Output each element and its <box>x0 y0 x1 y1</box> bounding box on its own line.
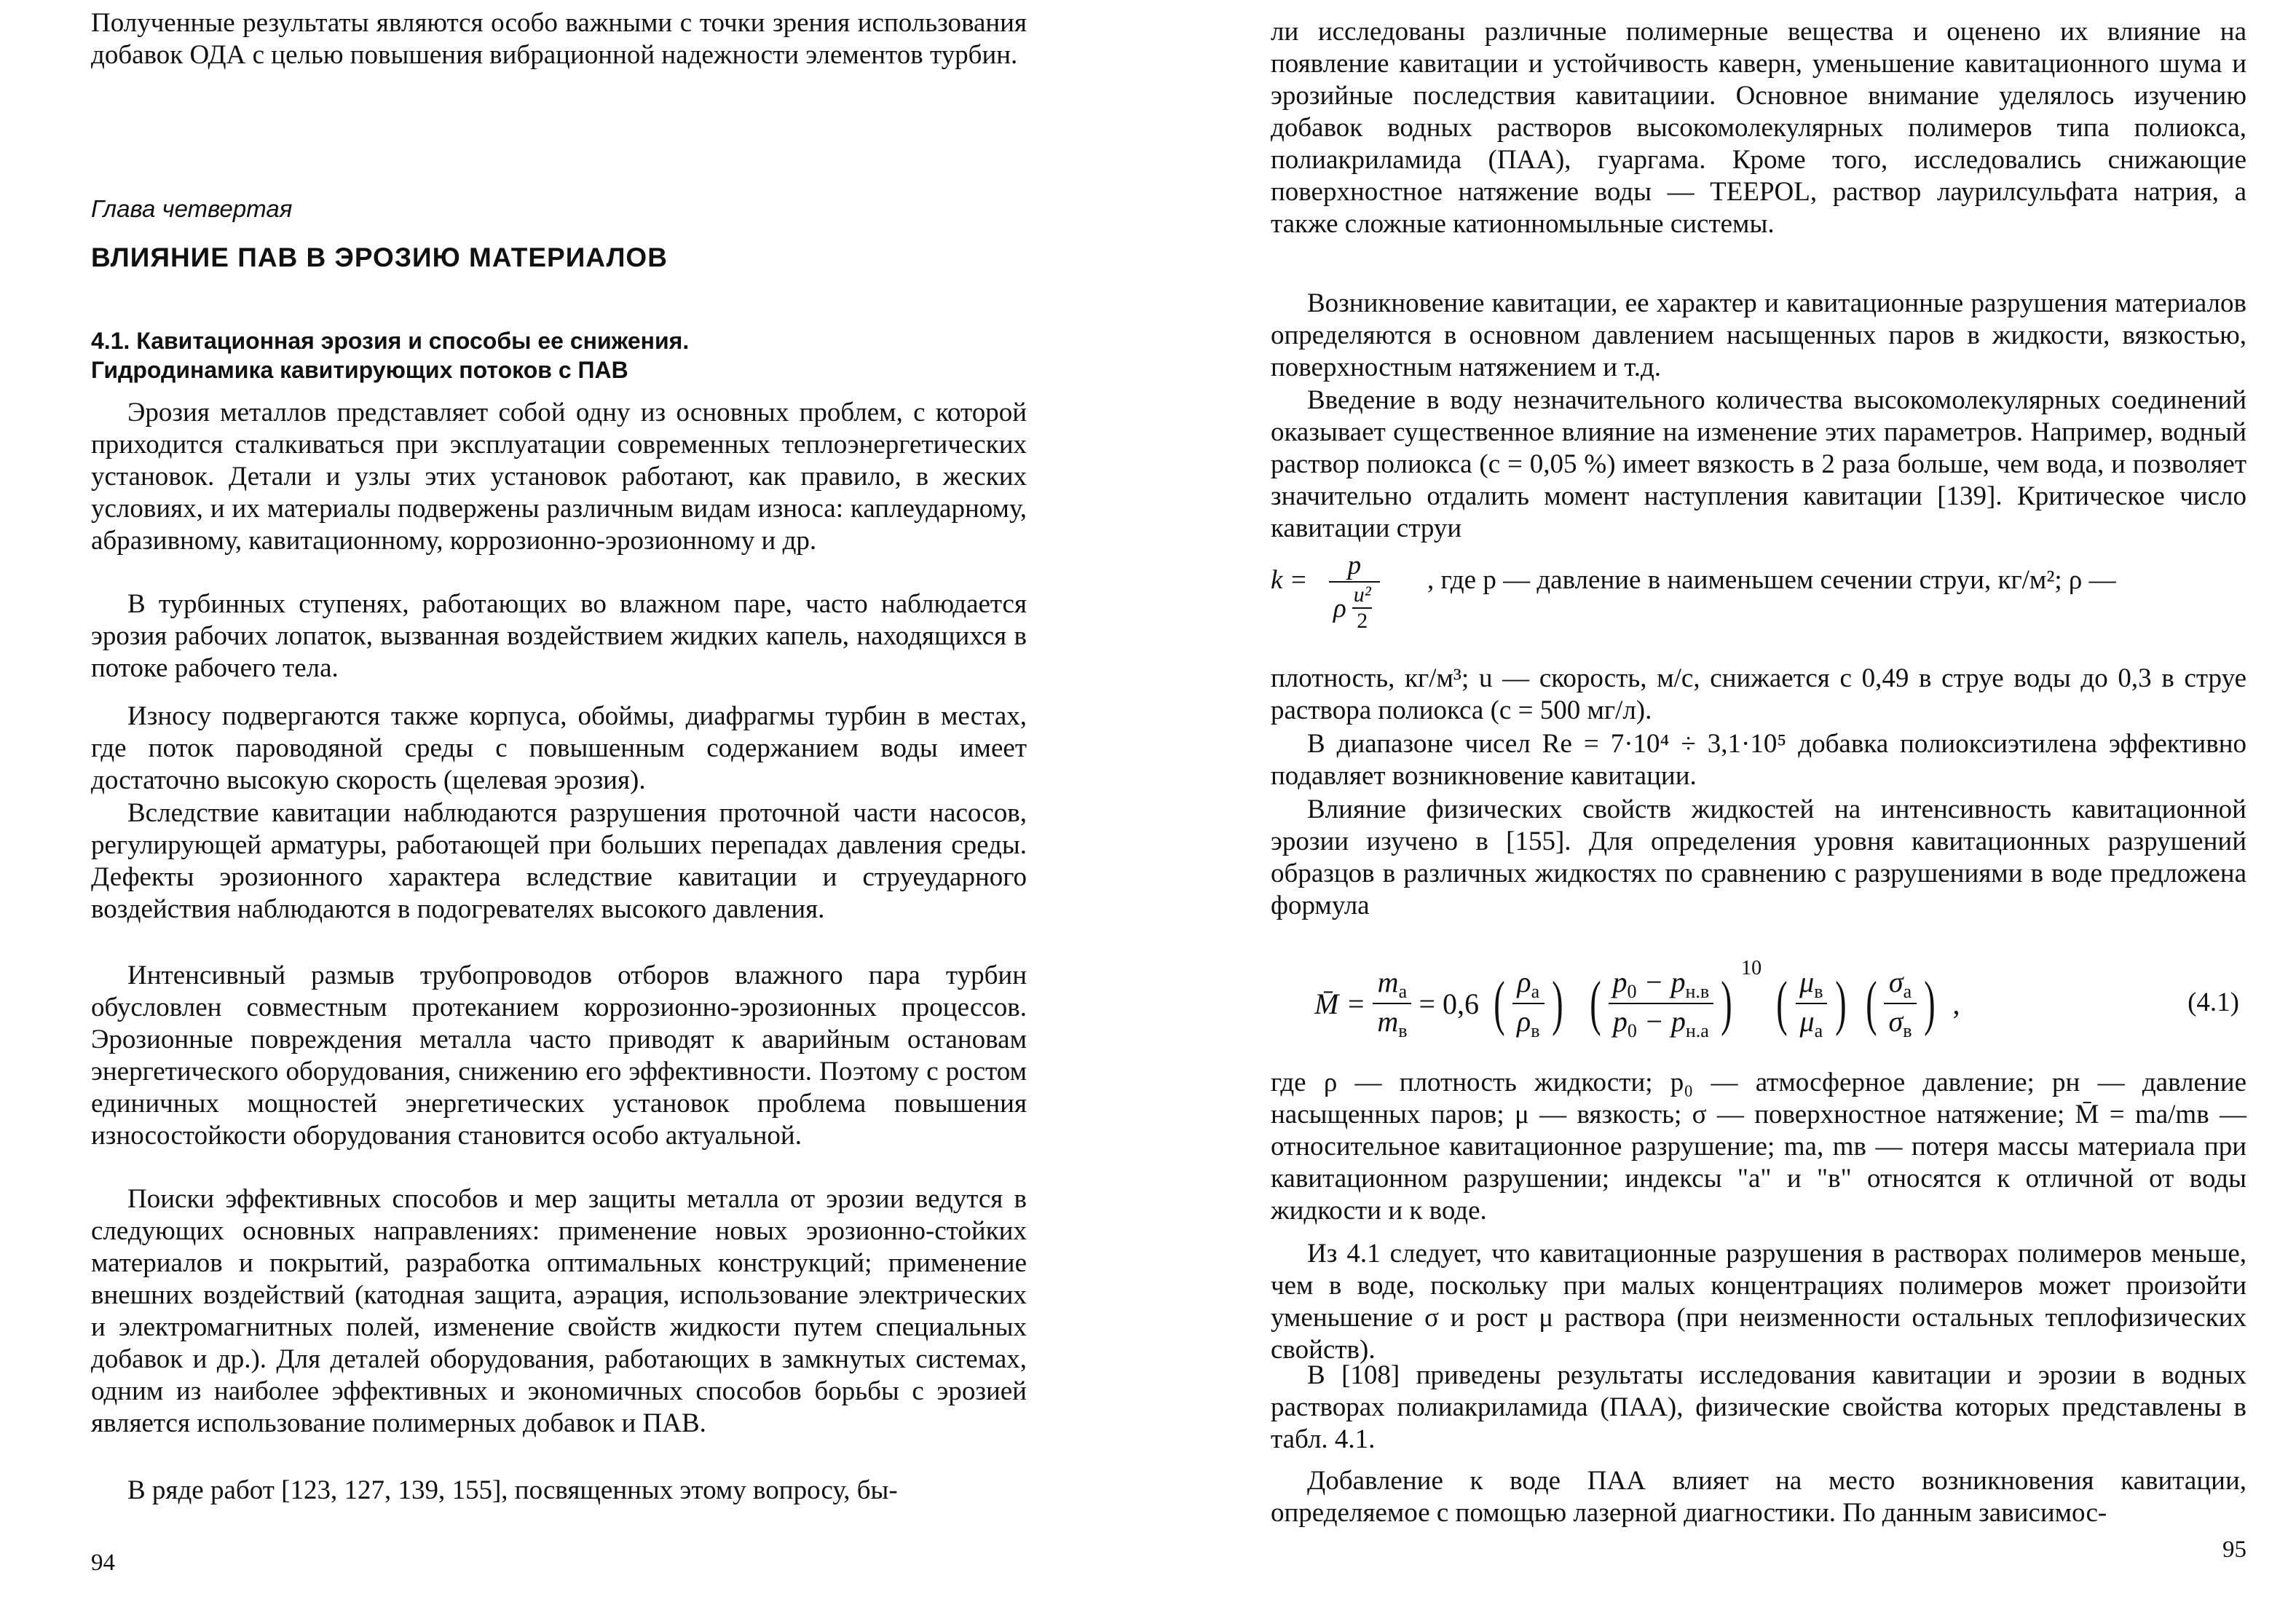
formula-mu-den: μ <box>1799 1005 1815 1038</box>
formula-k-tail: , где p — давление в наименьшем сечении струи, кг/м²; ρ — <box>1427 565 2116 595</box>
formula-sigma-den-sub: в <box>1903 1020 1912 1041</box>
formula-m-den-sub: в <box>1398 1020 1408 1041</box>
formula-rho-den-sub: в <box>1531 1020 1540 1041</box>
formula-rho-den: ρ <box>1517 1005 1531 1038</box>
formula-4-1-body: M̄ = $\frac{m_а}{m_в}$ = 0,6 ( $\frac{\rho_а}{\rho_в}$ ) ( $\frac{p_0 - p_{н.в}}{p_0 - p_{н.а}}$ ) 10 ( $\frac{\mu_в}{\mu_а}$ ) ( $\frac{\sigma_а}{\sigma_в}$ ) , <box>1314 957 1960 1041</box>
page-number: 94 <box>91 1550 115 1576</box>
section-title-line2: Гидродинамика кавитирующих потоков с ПАВ <box>91 357 628 383</box>
formula-sigma-num: σ <box>1888 966 1904 998</box>
paragraph: плотность, кг/м³; u — скорость, м/с, снижается с 0,49 в струе воды до 0,3 в струе раствора полиокса (c = 500 мг/л). <box>1271 663 2246 725</box>
formula-comma: , <box>1952 987 1960 1020</box>
formula-rho-num-sub: а <box>1531 981 1540 1002</box>
paragraph: В [108] приведены результаты исследования кавитации и эрозии в водных растворах полиакриламида (ПАА), физические свойства которых представлены в табл. 4.1. <box>1271 1360 2246 1454</box>
formula-p-num-sub1: н.в <box>1685 981 1710 1002</box>
formula-m-num: m <box>1377 966 1399 998</box>
paragraph: Введение в воду незначительного количества высокомолекулярных соединений оказывает существенное влияние на изменение этих параметров. Например, водный раствор полиокса (c = 0,05 %) имеет вязкость в 2 раза больше, чем вода, и позволяет значительно отдалить момент наступления кавитации [139]. Критическое число кавитации струи <box>1271 385 2246 543</box>
intro-paragraph: Полученные результаты являются особо важными с точки зрения использования добавок ОДА с целью повышения вибрационной надежности элементов турбин. <box>91 8 1027 70</box>
formula-mu-num: μ <box>1799 966 1815 998</box>
paragraph: Износу подвергаются также корпуса, обоймы, диафрагмы турбин в местах, где поток пароводяной среды с повышенным содержанием воды имеет достаточно высокую скорость (щелевая эрозия). <box>91 701 1027 795</box>
paragraph: В ряде работ [123, 127, 139, 155], посвященных этому вопросу, бы- <box>127 1475 898 1505</box>
formula-m-lhs: M̄ = <box>1314 987 1366 1020</box>
formula-sigma-den: σ <box>1888 1005 1904 1038</box>
formula-mu-num-sub: в <box>1814 981 1823 1002</box>
formula-k-rho: ρ <box>1333 593 1346 623</box>
paragraph: Интенсивный размыв трубопроводов отборов влажного пара турбин обусловлен совместным протеканием коррозионно-эрозионных процессов. Эрозионные повреждения металла часто приводят к аварийным остановам энергетического оборудования, снижению его эффективности. Поэтому с ростом единичных мощностей энергетических установок проблема повышения износостойкости оборудования становится особо актуальной. <box>91 961 1027 1151</box>
chapter-label: Глава четвертая <box>91 195 293 222</box>
formula-k-lhs: k = <box>1271 565 1308 595</box>
formula-k-fraction <box>1329 550 1380 634</box>
formula-p-num: p <box>1612 966 1628 998</box>
paragraph: В диапазоне чисел Re = 7·10⁴ ÷ 3,1·10⁵ добавка полиоксиэтилена эффективно подавляет возникновение кавитации. <box>1271 729 2246 791</box>
section-title-line1: 4.1. Кавитационная эрозия и способы ее снижения. <box>91 328 690 354</box>
formula-p-den-sub0: 0 <box>1627 1020 1637 1041</box>
chapter-title: ВЛИЯНИЕ ПАВ В ЭРОЗИЮ МАТЕРИАЛОВ <box>91 242 668 272</box>
formula-cavitation-number <box>1271 550 2246 674</box>
equation-number: (4.1) <box>2187 987 2239 1017</box>
paragraph: Влияние физических свойств жидкостей на интенсивность кавитационной эрозии изучено в [155]. Для определения уровня кавитационных разрушений образцов в различных жидкостях по сравнению с разрушениями в воде предложена формула <box>1271 794 2246 920</box>
formula-sigma-num-sub: а <box>1903 981 1912 1002</box>
paragraph: Вследствие кавитации наблюдаются разрушения проточной части насосов, регулирующей арматуры, работающей при больших перепадах давления среды. Дефекты эрозионного характера вследствие кавитации и струеударного воздействия наблюдаются в подогревателях высокого давления. <box>91 798 1027 924</box>
formula-mu-den-sub: а <box>1814 1020 1823 1041</box>
page-number: 95 <box>2222 1537 2246 1563</box>
paragraph: Возникновение кавитации, ее характер и кавитационные разрушения материалов определяются в основном давлением насыщенных паров в жидкости, вязкостью, поверхностным натяжением и т.д. <box>1271 288 2246 382</box>
formula-p-num-minus: − p <box>1636 966 1686 998</box>
formula-p-num-sub0: 0 <box>1627 981 1637 1002</box>
paragraph: где ρ — плотность жидкости; p₀ — атмосферное давление; pн — давление насыщенных паров; μ — вязкость; σ — поверхностное натяжение; M̄ = mа/mв — относительное кавитационное разрушение; mа, mв — потеря массы материала при кавитационном разрушении; индексы "а" и "в" относятся к отличной от воды жидкости и к воде. <box>1271 1068 2246 1226</box>
formula-k-u2: u² <box>1353 583 1371 607</box>
formula-exponent: 10 <box>1741 957 1762 979</box>
formula-rho-num: ρ <box>1517 966 1531 998</box>
paragraph: Из 4.1 следует, что кавитационные разрушения в растворах полимеров меньше, чем в воде, поскольку при малых концентрациях полимеров может произойти уменьшение σ и рост μ раствора (при неизменности остальных теплофизических свойств). <box>1271 1239 2246 1365</box>
paragraph: ли исследованы различные полимерные вещества и оценено их влияние на появление кавитации и устойчивость каверн, уменьшение кавитационного шума и эрозийные последствия кавитациии. Основное внимание уделялось изучению добавок водных растворов высокомолекулярных полимеров типа полиокса, полиакриламида (ПАА), гуаргама. Кроме того, исследовались снижающие поверхностное натяжение воды — TEEPOL, раствор лаурилсульфата натрия, а также сложные катионномыльные системы. <box>1271 17 2246 239</box>
formula-k-numerator: p <box>1347 551 1362 580</box>
formula-m-num-sub: а <box>1398 981 1408 1002</box>
formula-coefficient: = 0,6 <box>1419 987 1480 1020</box>
formula-p-den: p <box>1612 1005 1628 1038</box>
paragraph: Эрозия металлов представляет собой одну из основных проблем, с которой приходится сталкиваться при эксплуатации современных теплоэнергетических установок. Детали и узлы этих установок работают, как правило, в жеских условиях, и их материалы подвержены различным видам износа: каплеударному, абразивному, кавитационному, коррозионно-эрозионному и др. <box>91 398 1027 556</box>
formula-4-1 <box>1271 950 2246 1060</box>
paragraph: В турбинных ступенях, работающих во влажном паре, часто наблюдается эрозия рабочих лопаток, вызванная воздействием жидких капель, находящихся в потоке рабочего тела. <box>91 589 1027 683</box>
formula-m-den: m <box>1377 1005 1399 1038</box>
formula-p-den-sub1: н.а <box>1685 1020 1709 1041</box>
formula-k-two: 2 <box>1352 607 1372 634</box>
formula-p-den-minus: − p <box>1636 1005 1686 1038</box>
paragraph: Добавление к воде ПАА влияет на место возникновения кавитации, определяемое с помощью лазерной диагностики. По данным зависимос- <box>1271 1466 2246 1528</box>
paragraph: Поиски эффективных способов и мер защиты металла от эрозии ведутся в следующих основных направлениях: применение новых эрозионно-стойких материалов и покрытий, разработка оптимальных конструкций; применение внешних воздействий (катодная защита, аэрация, использование электрических и электромагнитных полей, изменение свойств жидкости путем специальных добавок и др.). Для деталей оборудования, работающих в замкнутых системах, одним из наиболее эффективных и экономичных способов борьбы с эрозией является использование полимерных добавок и ПАВ. <box>91 1184 1027 1438</box>
